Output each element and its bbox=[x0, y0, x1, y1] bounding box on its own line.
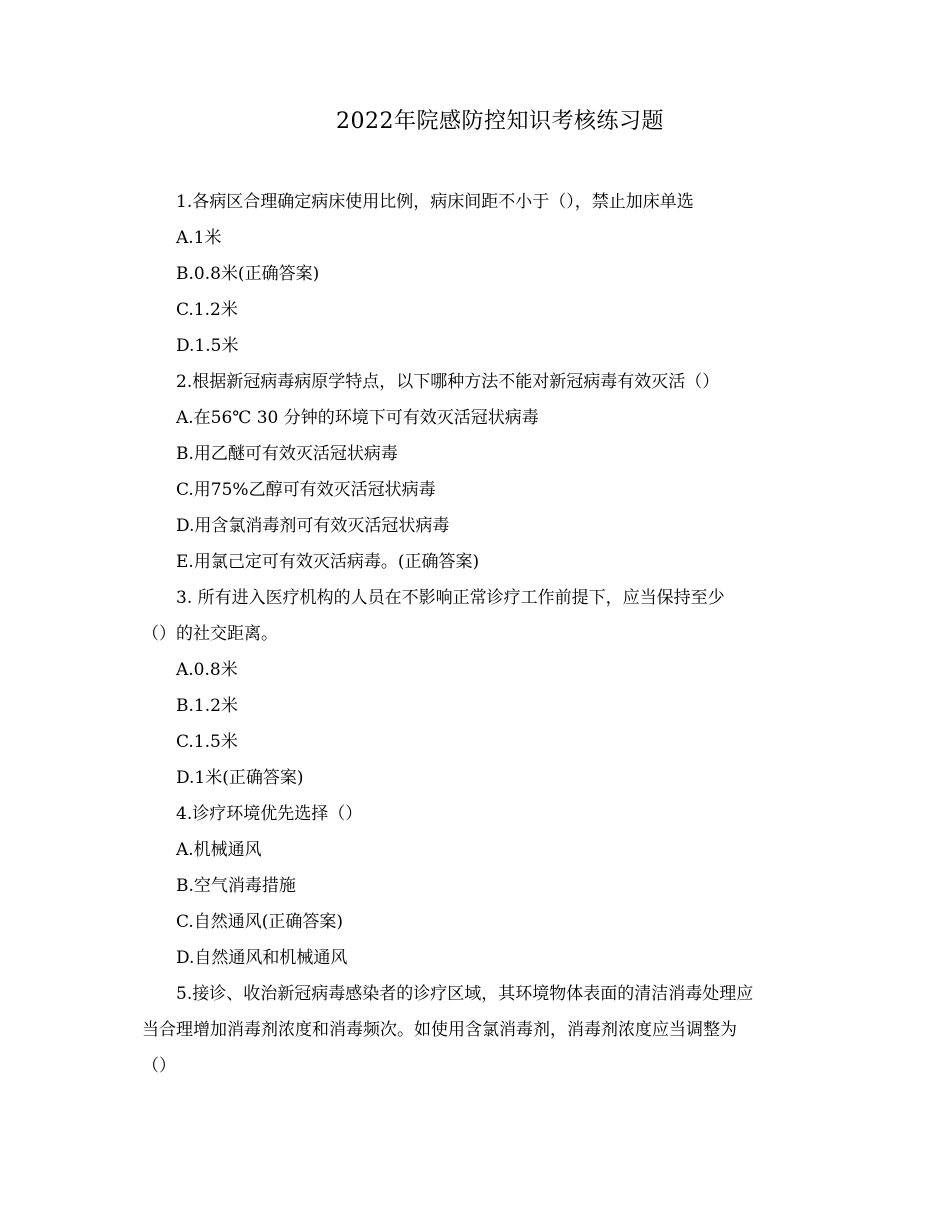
document-title: 2022年院感防控知识考核练习题 bbox=[336, 109, 664, 134]
question-1-stem: 1.各病区合理确定病床使用比例，病床间距不小于（），禁止加床单选 bbox=[176, 192, 694, 212]
question-4-stem: 4.诊疗环境优先选择（） bbox=[176, 804, 363, 824]
question-4-option-b: B.空气消毒措施 bbox=[176, 876, 296, 896]
question-4-option-c: C.自然通风(正确答案) bbox=[176, 912, 344, 932]
question-3-stem: 3. 所有进入医疗机构的人员在不影响正常诊疗工作前提下，应当保持至少 bbox=[176, 588, 725, 608]
question-1-option-a: A.1米 bbox=[176, 228, 222, 248]
question-2-option-d: D.用含氯消毒剂可有效灭活冠状病毒 bbox=[176, 516, 450, 536]
question-2-option-b: B.用乙醚可有效灭活冠状病毒 bbox=[176, 444, 398, 464]
question-3-option-a: A.0.8米 bbox=[176, 660, 238, 680]
question-1-option-c: C.1.2米 bbox=[176, 300, 238, 320]
question-5-answer-blank: （） bbox=[142, 1056, 176, 1076]
question-5-stem-continued: 当合理增加消毒剂浓度和消毒频次。如使用含氯消毒剂，消毒剂浓度应当调整为 bbox=[142, 1020, 737, 1040]
question-1-option-d: D.1.5米 bbox=[176, 336, 239, 356]
question-3-option-b: B.1.2米 bbox=[176, 696, 238, 716]
question-2-option-e: E.用氯己定可有效灭活病毒。(正确答案) bbox=[176, 552, 480, 572]
question-3-option-c: C.1.5米 bbox=[176, 732, 238, 752]
question-2-option-c: C.用75%乙醇可有效灭活冠状病毒 bbox=[176, 480, 436, 500]
question-2-option-a: A.在56℃ 30 分钟的环境下可有效灭活冠状病毒 bbox=[176, 408, 539, 428]
question-1-option-b: B.0.8米(正确答案) bbox=[176, 264, 320, 284]
question-4-option-d: D.自然通风和机械通风 bbox=[176, 948, 348, 968]
question-2-stem: 2.根据新冠病毒病原学特点，以下哪种方法不能对新冠病毒有效灭活（） bbox=[176, 372, 720, 392]
question-3-option-d: D.1米(正确答案) bbox=[176, 768, 304, 788]
question-4-option-a: A.机械通风 bbox=[176, 840, 262, 860]
question-3-stem-continued: （）的社交距离。 bbox=[142, 624, 278, 644]
question-5-stem: 5.接诊、收治新冠病毒感染者的诊疗区域，其环境物体表面的清洁消毒处理应 bbox=[176, 984, 754, 1004]
question-list bbox=[142, 184, 822, 1084]
